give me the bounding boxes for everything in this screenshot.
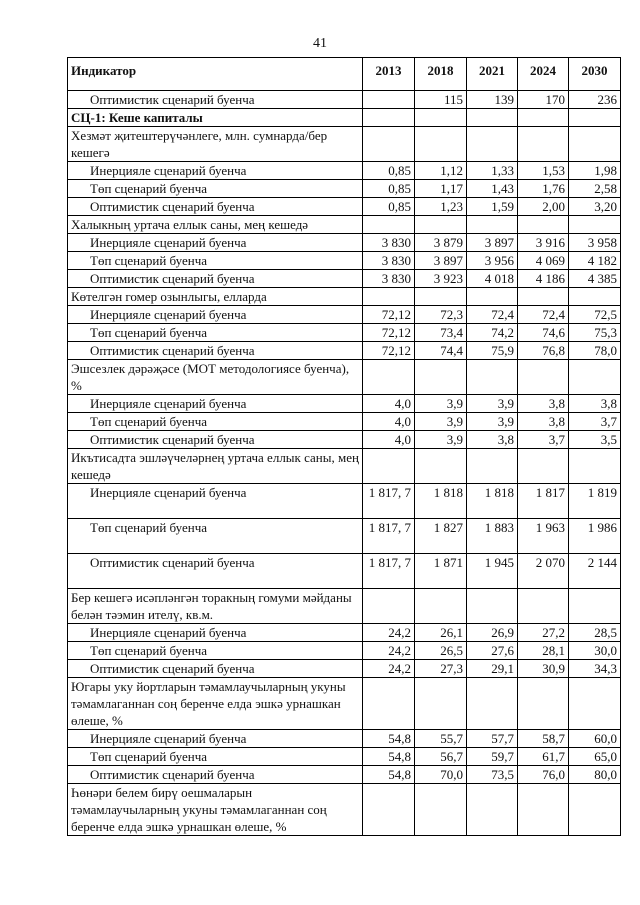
table-row [68, 162, 621, 180]
table-row [68, 484, 621, 519]
table-cell: 0,85 [363, 180, 415, 198]
table-cell: 24,2 [363, 624, 415, 642]
table-cell: 3 958 [569, 234, 621, 252]
indicator-row [68, 127, 621, 162]
table-row [68, 306, 621, 324]
table-row [68, 91, 621, 109]
table-cell: 1 819 [569, 484, 621, 519]
year-header: 2030 [569, 58, 621, 91]
table-row [68, 252, 621, 270]
table-row [68, 642, 621, 660]
table-row [68, 624, 621, 642]
table-cell: 1 883 [467, 519, 518, 554]
table-cell: 78,0 [569, 342, 621, 360]
table-cell: 57,7 [467, 730, 518, 748]
indicator-row [68, 589, 621, 624]
table-cell: 72,4 [467, 306, 518, 324]
table-cell: 4 385 [569, 270, 621, 288]
table-cell: 1 945 [467, 554, 518, 589]
scenario-label: Инерцияле сценарий буенча [68, 624, 363, 642]
table-header-row [68, 58, 621, 91]
table-cell: 1,59 [467, 198, 518, 216]
table-cell: 2 070 [518, 554, 569, 589]
scenario-label: Инерцияле сценарий буенча [68, 306, 363, 324]
table-cell: 1,33 [467, 162, 518, 180]
table-cell: 72,3 [415, 306, 467, 324]
table-cell: 139 [467, 91, 518, 109]
table-cell: 3 830 [363, 234, 415, 252]
table-cell: 3,8 [467, 431, 518, 449]
scenario-label: Оптимистик сценарий буенча [68, 198, 363, 216]
indicator-row [68, 360, 621, 395]
table-cell: 75,9 [467, 342, 518, 360]
table-cell: 3,9 [415, 413, 467, 431]
table-cell: 1,98 [569, 162, 621, 180]
scenario-label: Төп сценарий буенча [68, 642, 363, 660]
table-cell: 74,4 [415, 342, 467, 360]
table-cell: 1 817 [518, 484, 569, 519]
table-row [68, 180, 621, 198]
table-cell: 72,4 [518, 306, 569, 324]
indicator-header: Индикатор [68, 58, 363, 91]
table-cell: 3 830 [363, 270, 415, 288]
table-cell: 3,8 [518, 413, 569, 431]
table-cell: 72,12 [363, 306, 415, 324]
table-cell: 72,12 [363, 342, 415, 360]
table-cell: 3,7 [518, 431, 569, 449]
table-cell: 73,5 [467, 766, 518, 784]
scenario-label: Оптимистик сценарий буенча [68, 91, 363, 109]
table-cell: 26,5 [415, 642, 467, 660]
table-cell: 4,0 [363, 395, 415, 413]
indicator-row [68, 288, 621, 306]
table-cell: 74,2 [467, 324, 518, 342]
table-cell: 3 916 [518, 234, 569, 252]
table-row [68, 554, 621, 589]
table-cell: 115 [415, 91, 467, 109]
table-row [68, 413, 621, 431]
table-cell: 3 923 [415, 270, 467, 288]
table-row [68, 660, 621, 678]
table-cell: 30,0 [569, 642, 621, 660]
table-cell: 3,9 [415, 431, 467, 449]
scenario-label: Инерцияле сценарий буенча [68, 162, 363, 180]
table-cell: 2,00 [518, 198, 569, 216]
scenario-label: Төп сценарий буенча [68, 252, 363, 270]
indicator-row [68, 216, 621, 234]
table-cell: 0,85 [363, 162, 415, 180]
table-cell: 76,8 [518, 342, 569, 360]
table-cell: 1 827 [415, 519, 467, 554]
table-cell: 24,2 [363, 642, 415, 660]
scenario-label: Инерцияле сценарий буенча [68, 484, 363, 519]
table-cell: 30,9 [518, 660, 569, 678]
table-cell: 4,0 [363, 413, 415, 431]
table-cell: 1 986 [569, 519, 621, 554]
scenario-label: Оптимистик сценарий буенча [68, 342, 363, 360]
table-cell: 1,17 [415, 180, 467, 198]
table-cell: 75,3 [569, 324, 621, 342]
table-cell: 61,7 [518, 748, 569, 766]
year-header: 2018 [415, 58, 467, 91]
table-cell: 72,12 [363, 324, 415, 342]
section-title: СЦ-1: Кеше капиталы [68, 109, 363, 127]
table-cell: 3,5 [569, 431, 621, 449]
scenario-label: Оптимистик сценарий буенча [68, 766, 363, 784]
table-cell: 1,76 [518, 180, 569, 198]
table-cell: 26,1 [415, 624, 467, 642]
indicator-label: Халыкның уртача еллык саны, мең кешедә [68, 216, 363, 234]
table-cell: 54,8 [363, 730, 415, 748]
table-row [68, 234, 621, 252]
scenario-label: Төп сценарий буенча [68, 413, 363, 431]
table-cell: 56,7 [415, 748, 467, 766]
table-cell: 55,7 [415, 730, 467, 748]
indicators-table [67, 57, 621, 836]
indicator-row [68, 449, 621, 484]
indicator-label: Һөнәри белем бирү оешмаларын тәмамлаучыларның укуны тәмамлаганнан соң беренче елда эшкә урнашкан өлеше, % [68, 784, 363, 836]
table-cell: 3,8 [518, 395, 569, 413]
indicator-row [68, 784, 621, 836]
year-header: 2013 [363, 58, 415, 91]
table-cell: 28,1 [518, 642, 569, 660]
table-cell: 2,58 [569, 180, 621, 198]
table-cell: 2 144 [569, 554, 621, 589]
scenario-label: Инерцияле сценарий буенча [68, 395, 363, 413]
scenario-label: Оптимистик сценарий буенча [68, 554, 363, 589]
table-cell: 3 897 [467, 234, 518, 252]
table-cell: 24,2 [363, 660, 415, 678]
table-cell: 1 818 [467, 484, 518, 519]
table-cell: 1 818 [415, 484, 467, 519]
section-row [68, 109, 621, 127]
table-row [68, 730, 621, 748]
table-cell: 3 956 [467, 252, 518, 270]
scenario-label: Төп сценарий буенча [68, 519, 363, 554]
table-cell: 4,0 [363, 431, 415, 449]
table-cell: 74,6 [518, 324, 569, 342]
table-cell: 27,3 [415, 660, 467, 678]
page-number: 41 [313, 36, 327, 51]
scenario-label: Инерцияле сценарий буенча [68, 730, 363, 748]
table-cell: 1,53 [518, 162, 569, 180]
table-cell: 76,0 [518, 766, 569, 784]
table-cell: 3,7 [569, 413, 621, 431]
table-cell: 72,5 [569, 306, 621, 324]
table-cell: 1 817, 7 [363, 554, 415, 589]
year-header: 2024 [518, 58, 569, 91]
table-cell: 80,0 [569, 766, 621, 784]
table-cell: 59,7 [467, 748, 518, 766]
table-cell: 4 186 [518, 270, 569, 288]
scenario-label: Төп сценарий буенча [68, 324, 363, 342]
table-cell: 170 [518, 91, 569, 109]
table-cell: 1 817, 7 [363, 519, 415, 554]
indicator-label: Югары уку йортларын тәмамлаучыларның укуны тәмамлаганнан соң беренче елда эшкә урнашкан өлеше, % [68, 678, 363, 730]
table-row [68, 431, 621, 449]
table-cell: 1,23 [415, 198, 467, 216]
table-row [68, 748, 621, 766]
table-row [68, 766, 621, 784]
indicator-label: Көтелгән гомер озынлыгы, елларда [68, 288, 363, 306]
table-cell: 70,0 [415, 766, 467, 784]
scenario-label: Оптимистик сценарий буенча [68, 270, 363, 288]
table-row [68, 270, 621, 288]
table-cell: 27,2 [518, 624, 569, 642]
table-cell: 60,0 [569, 730, 621, 748]
scenario-label: Инерцияле сценарий буенча [68, 234, 363, 252]
table-cell: 1 963 [518, 519, 569, 554]
table-cell: 58,7 [518, 730, 569, 748]
table-cell: 1 817, 7 [363, 484, 415, 519]
table-cell: 3 879 [415, 234, 467, 252]
table-cell: 1,12 [415, 162, 467, 180]
table-row [68, 395, 621, 413]
table-cell: 236 [569, 91, 621, 109]
table-cell: 34,3 [569, 660, 621, 678]
table-cell: 4 182 [569, 252, 621, 270]
table-cell: 3,20 [569, 198, 621, 216]
scenario-label: Оптимистик сценарий буенча [68, 431, 363, 449]
scenario-label: Оптимистик сценарий буенча [68, 660, 363, 678]
table-cell: 29,1 [467, 660, 518, 678]
table-cell: 3,9 [415, 395, 467, 413]
table-cell: 26,9 [467, 624, 518, 642]
indicator-label: Эшсезлек дәрәҗәсе (МОТ методологиясе буенча), % [68, 360, 363, 395]
indicator-label: Бер кешегә исәпләнгән торакның гомуми мәйданы белән тәэмин ителү, кв.м. [68, 589, 363, 624]
table-row [68, 519, 621, 554]
table-cell: 4 069 [518, 252, 569, 270]
table-cell: 73,4 [415, 324, 467, 342]
table-cell: 27,6 [467, 642, 518, 660]
indicator-row [68, 678, 621, 730]
table-cell: 3,8 [569, 395, 621, 413]
table-row [68, 324, 621, 342]
table-cell: 28,5 [569, 624, 621, 642]
table-row [68, 198, 621, 216]
year-header: 2021 [467, 58, 518, 91]
table-cell: 3,9 [467, 413, 518, 431]
table-cell: 1 871 [415, 554, 467, 589]
indicator-label: Икътисадта эшләүчеләрнең уртача еллык саны, мең кешедә [68, 449, 363, 484]
table-cell: 3 897 [415, 252, 467, 270]
indicator-label: Хезмәт җитештерүчәнлеге, млн. сумнарда/бер кешегә [68, 127, 363, 162]
scenario-label: Төп сценарий буенча [68, 180, 363, 198]
table-cell: 3 830 [363, 252, 415, 270]
table-cell: 1,43 [467, 180, 518, 198]
table-row [68, 342, 621, 360]
scenario-label: Төп сценарий буенча [68, 748, 363, 766]
table-cell: 65,0 [569, 748, 621, 766]
table-cell: 3,9 [467, 395, 518, 413]
table-cell: 4 018 [467, 270, 518, 288]
table-cell: 54,8 [363, 748, 415, 766]
table-cell [363, 91, 415, 109]
table-cell: 0,85 [363, 198, 415, 216]
table-cell: 54,8 [363, 766, 415, 784]
